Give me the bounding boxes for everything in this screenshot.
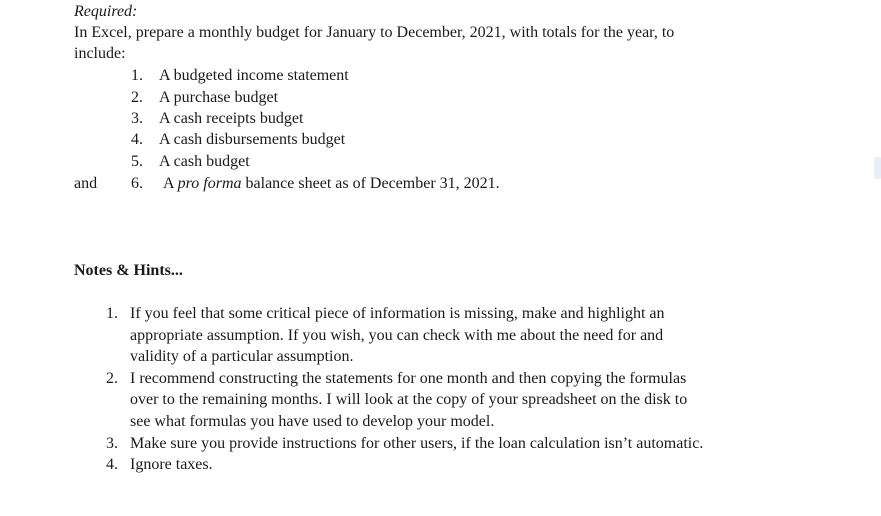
required-item-3-text: A cash receipts budget xyxy=(159,110,304,127)
required-item-1-number: 1. xyxy=(131,67,143,84)
required-item-4-number: 4. xyxy=(131,131,143,148)
required-item-6-text-after: balance sheet as of December 31, 2021. xyxy=(241,175,500,192)
note-4-number: 4. xyxy=(106,456,118,473)
note-1-line-1: If you feel that some critical piece of information is missing, make and highlight an xyxy=(130,305,665,322)
note-1-number: 1. xyxy=(106,305,118,322)
intro-line-1: In Excel, prepare a monthly budget for January to December, 2021, with totals for the year, to xyxy=(74,24,675,41)
notes-heading: Notes & Hints... xyxy=(74,262,183,279)
required-item-6-text xyxy=(163,175,500,193)
note-3-line-1: Make sure you provide instructions for other users, if the loan calculation isn’t automatic. xyxy=(130,435,704,452)
required-heading: Required: xyxy=(74,3,138,20)
required-item-1-text: A budgeted income statement xyxy=(159,67,349,84)
note-4-line-1: Ignore taxes. xyxy=(130,456,213,473)
required-item-6-number: 6. xyxy=(131,175,143,192)
note-2-line-3: see what formulas you have used to develop your model. xyxy=(130,413,495,430)
note-1-line-3: validity of a particular assumption. xyxy=(130,348,354,365)
note-2-line-2: over to the remaining months. I will look at the copy of your spreadsheet on the disk to xyxy=(130,391,688,408)
required-item-4-text: A cash disbursements budget xyxy=(159,131,346,148)
and-word: and xyxy=(74,175,98,192)
note-2-number: 2. xyxy=(106,370,118,387)
required-item-5-number: 5. xyxy=(131,153,143,170)
required-item-2-number: 2. xyxy=(131,89,143,106)
note-1-line-2: appropriate assumption. If you wish, you can check with me about the need for and xyxy=(130,327,664,344)
note-3-number: 3. xyxy=(106,435,118,452)
margin-marker xyxy=(874,157,881,179)
intro-line-2: include: xyxy=(74,45,126,62)
required-item-2-text: A purchase budget xyxy=(159,89,279,106)
required-item-6-text-italic: pro forma xyxy=(177,175,242,192)
required-item-3-number: 3. xyxy=(131,110,143,127)
required-item-5-text: A cash budget xyxy=(159,153,250,170)
required-item-6-text-before: A xyxy=(163,175,178,192)
note-2-line-1: I recommend constructing the statements for one month and then copying the formulas xyxy=(130,370,687,387)
